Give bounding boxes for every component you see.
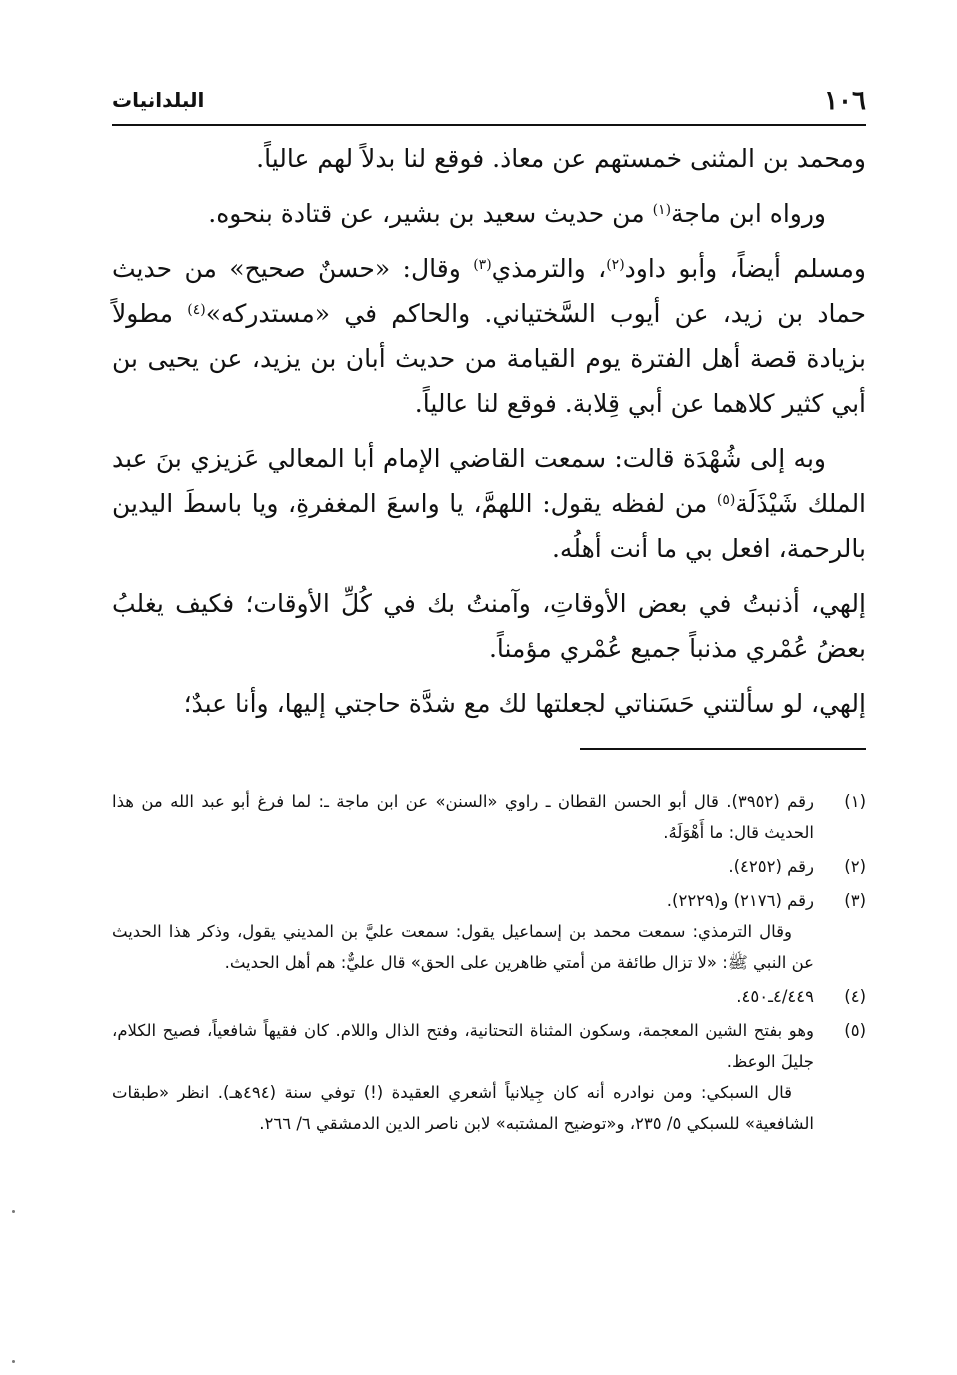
footnote-text: وقال الترمذي: سمعت محمد بن إسماعيل يقول: سمعت عليَّ بن المديني يقول، وذكر هذا الحديث عن النبي ﷺ: «لا تزال طائفة من أمتي ظاهرين على الحق» قال عليٌّ: هم أهل الحديث.	[112, 922, 814, 972]
paragraph-text: من حديث سعيد بن بشير، عن قتادة بنحوه.	[208, 199, 653, 228]
footnotes	[112, 786, 866, 1142]
footnote-text: ٤/٤٤٩ـ٤٥٠.	[736, 987, 814, 1006]
paragraph-text: ومسلم أيضاً، وأبو داود	[624, 254, 866, 283]
paragraph-text: وبه إلى شُهْدَة قالت: سمعت القاضي الإمام أبا المعالي عَزيزي بنَ عبد الملك شَيْذَلَة	[112, 444, 867, 518]
scan-speck	[12, 1360, 15, 1363]
paragraph-text: ورواه ابن ماجة	[671, 199, 826, 228]
footnote-ref[interactable]: (٥)	[716, 492, 736, 508]
paragraph: إلهي، لو سألتني حَسَناتي لجعلتها لك مع شدَّة حاجتي إليها، وأنا عبدٌ؛	[183, 689, 866, 718]
footnote-text: رقم (٣٩٥٢). قال أبو الحسن القطان ـ راوي «السنن» عن ابن ماجة ـ: لما فرغ أبو عبد الله من هذا الحديث قال: ما أَهْوَلَهُ.	[112, 792, 814, 842]
footnote-number: (١)	[844, 792, 866, 811]
main-text	[112, 136, 866, 736]
footnote-number: (٢)	[844, 857, 866, 876]
paragraph-text: مطولاً بزيادة قصة أهل الفترة يوم القيامة من حديث أبان بن يزيد، عن يحيى بن أبي كثير كلاهما عن أبي قِلابة. فوقع لنا عالياً.	[112, 299, 866, 418]
paragraph: ومحمد بن المثنى خمستهم عن معاذ. فوقع لنا بدلاً لهم عالياً.	[256, 144, 866, 173]
footnote-ref[interactable]: (٢)	[606, 257, 625, 273]
paragraph	[112, 191, 866, 236]
footnote	[112, 786, 866, 848]
running-title: البلدانيات	[112, 88, 205, 112]
paragraph-text: من لفظه يقول: اللهمَّ، يا واسعَ المغفرةِ، ويا باسطَ اليدين بالرحمة، افعل بي ما أنت أهلُه.	[112, 489, 866, 563]
footnote	[112, 981, 866, 1012]
footnote-text: وهو بفتح الشين المعجمة، وسكون المثناة التحتانية، وفتح الذال واللام. كان فقيهاً شافعياً، فصيح الكلام، جليلَ الوعظ.	[112, 1021, 814, 1071]
footnote-ref[interactable]: (٤)	[187, 302, 206, 318]
paragraph: إلهي، أذنبتُ في بعض الأوقاتِ، وآمنتُ بك في كُلِّ الأوقات؛ فكيف يغلبُ بعضُ عُمْري مذنباً جميع عُمْري مؤمناً.	[112, 589, 866, 663]
paragraph	[112, 246, 866, 426]
footnote-text: قال السبكي: ومن نوادره أنه كان جِيلانياً أشعري العقيدة (!) توفي سنة (٤٩٤هـ). انظر «طبقات الشافعية» للسبكي ٥/ ٢٣٥، و«توضيح المشتبه» لابن ناصر الدين الدمشقي ٦/ ٢٦٦.	[112, 1083, 814, 1133]
footnote	[112, 1015, 866, 1139]
paragraph-text: وقال: «حسنٌ صحيح» من حديث حماد بن زيد، عن أيوب السَّختياني. والحاكم في «مستدركه»	[112, 254, 866, 328]
footnote	[112, 851, 866, 882]
header-rule	[112, 124, 866, 126]
footnote-number: (٥)	[844, 1021, 866, 1040]
footnote-ref[interactable]: (١)	[652, 202, 672, 218]
paragraph-text: ، والترمذي	[491, 254, 607, 283]
footnote-number: (٤)	[844, 987, 866, 1006]
page-number: ١٠٦	[824, 86, 866, 116]
footnote-ref[interactable]: (٣)	[473, 257, 492, 273]
scan-speck	[12, 1210, 15, 1213]
footnote-number: (٣)	[844, 891, 866, 910]
footnote	[112, 885, 866, 978]
footnote-text: رقم (٢١٧٦) و(٢٢٢٩).	[666, 891, 814, 910]
paragraph	[112, 436, 866, 571]
page-header	[112, 84, 866, 124]
footnote-text: رقم (٤٢٥٢).	[728, 857, 814, 876]
footnote-separator	[580, 748, 866, 750]
